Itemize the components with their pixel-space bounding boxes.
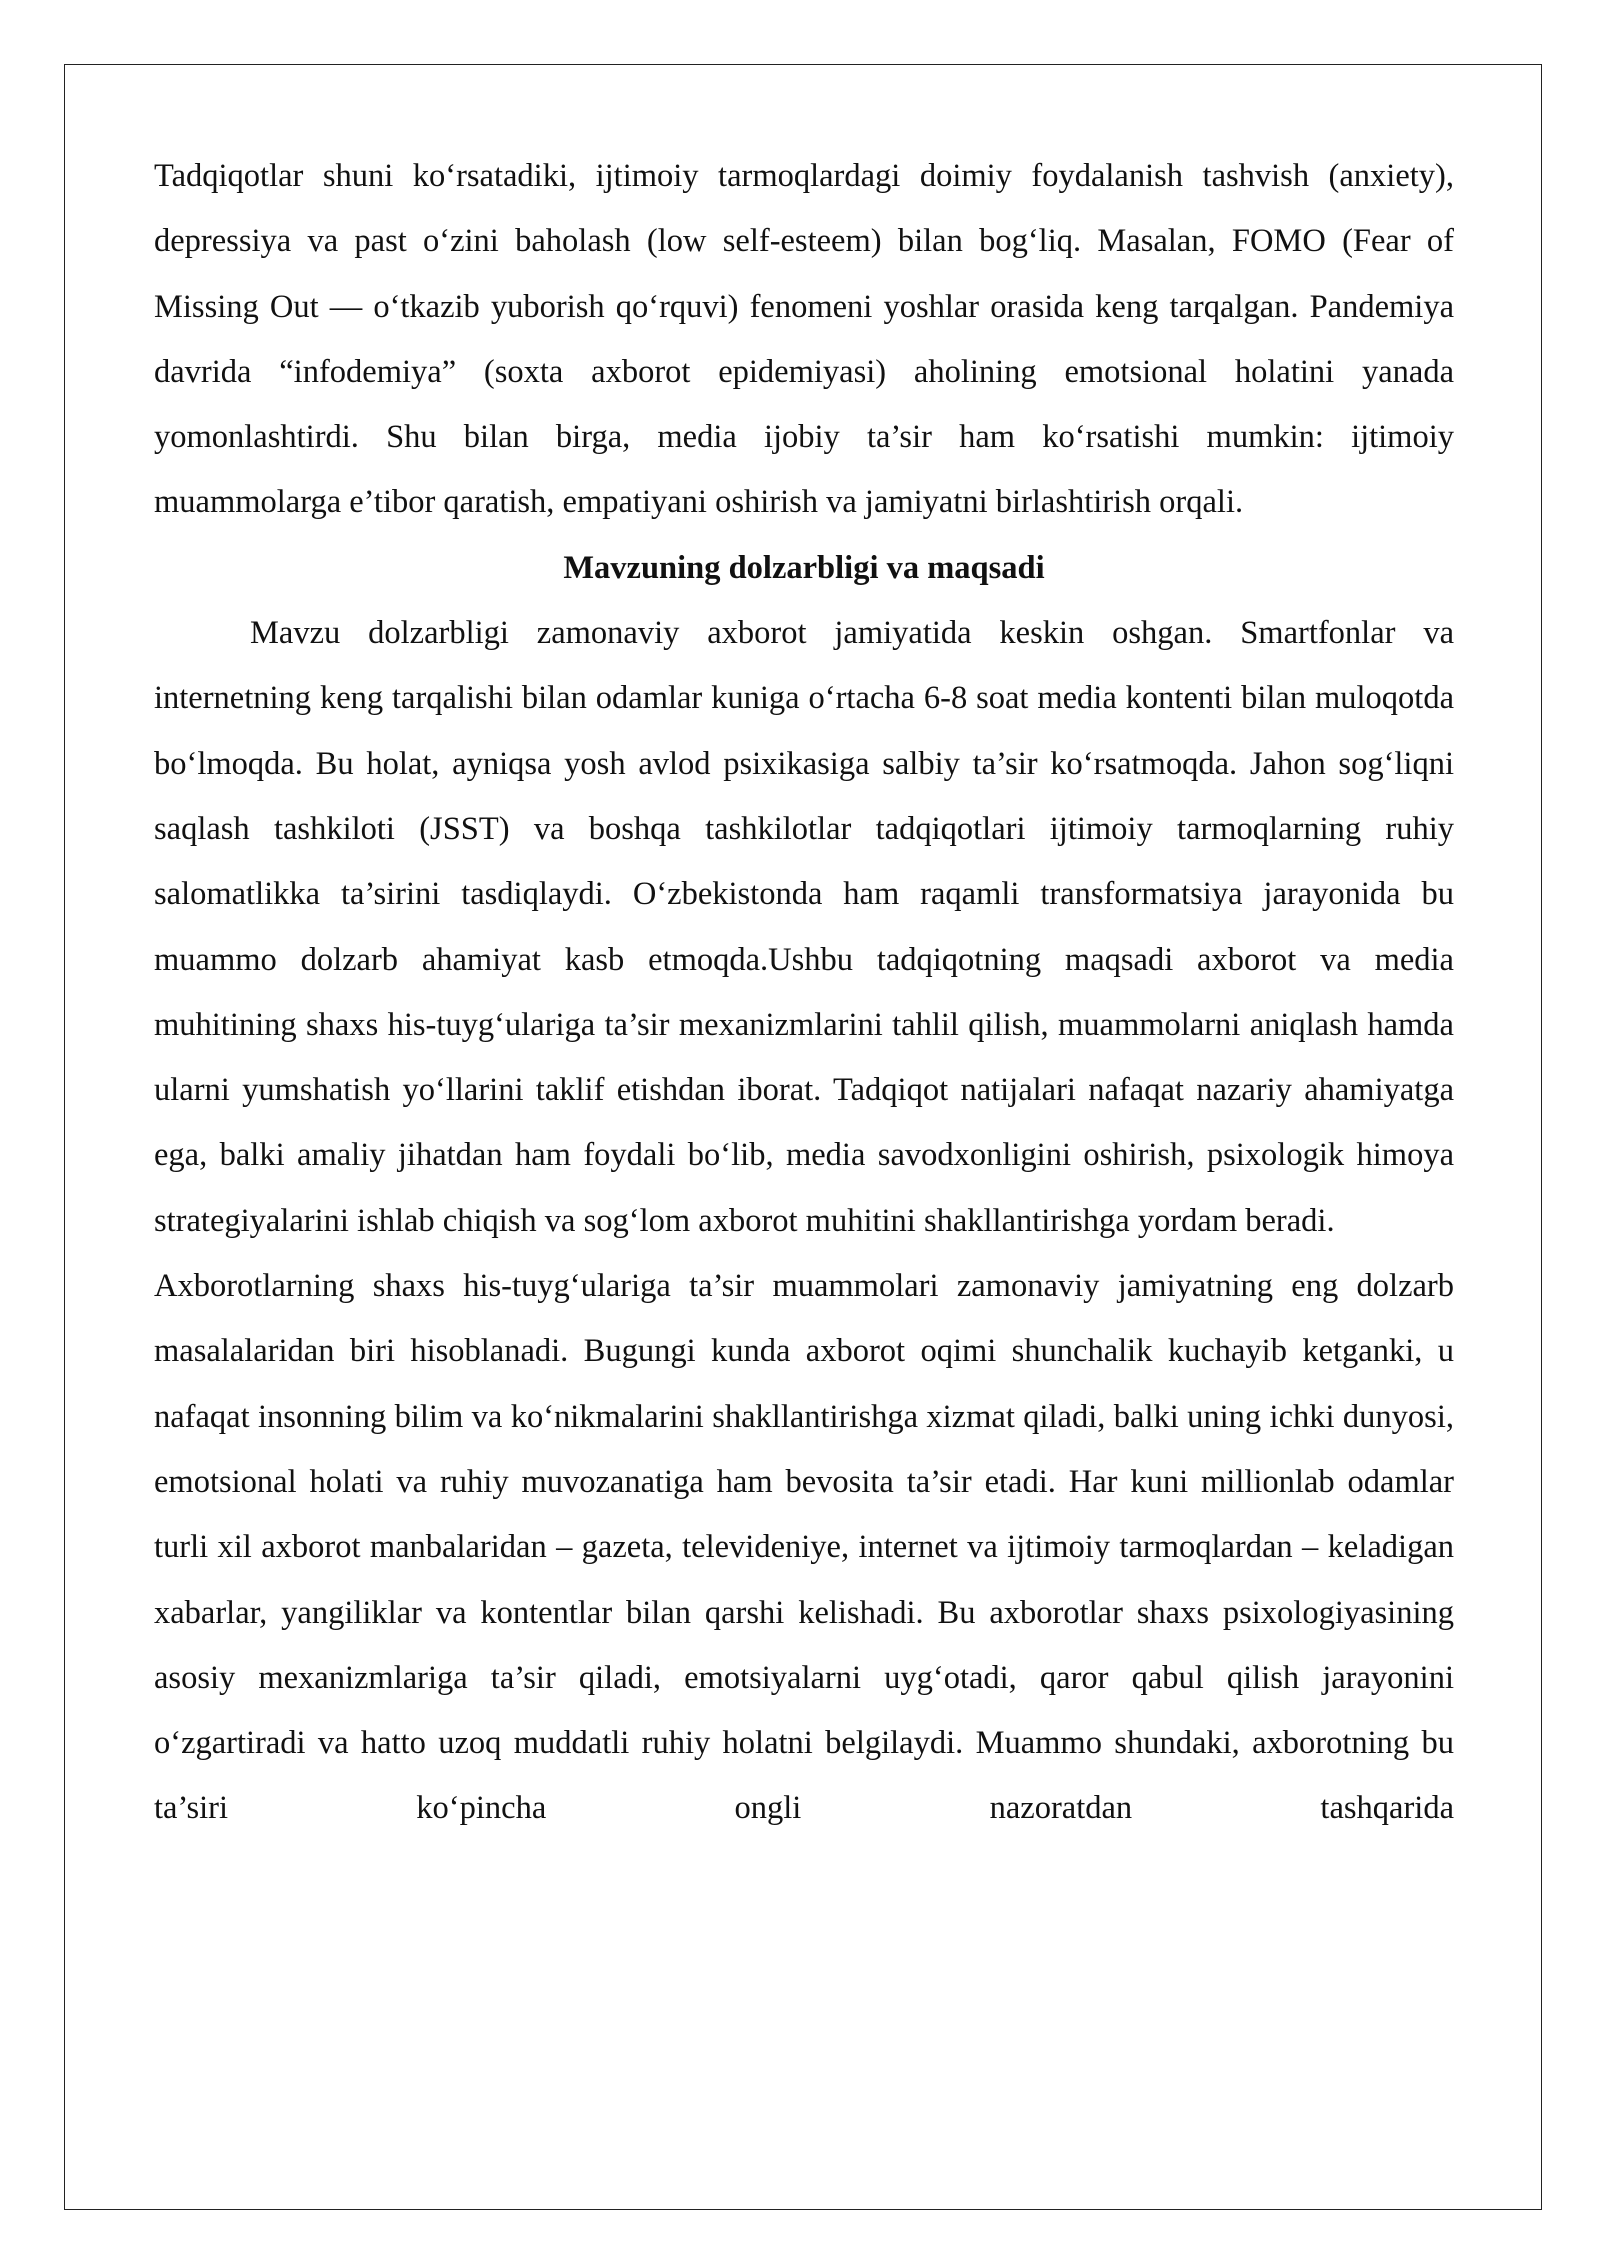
paragraph: Tadqiqotlar shuni ko‘rsatadiki, ijtimoiy tarmoqlardagi doimiy foydalanish tashvish (anxiety), depressiya va past o‘zini baholash (low self-esteem) bilan bog‘liq. Masalan, FOMO (Fear of Missing Out — o‘tkazib yuborish qo‘rquvi) fenomeni yoshlar orasida keng tarqalgan. Pandemiya davrida “infodemiya” (soxta axborot epidemiyasi) aholining emotsional holatini yanada yomonlashtirdi. Shu bilan birga, media ijobiy ta’sir ham ko‘rsatishi mumkin: ijtimoiy muammolarga e’tibor qaratish, empatiyani oshirish va jamiyatni birlashtirish orqali.	[154, 158, 1454, 521]
paragraph: Axborotlarning shaxs his-tuyg‘ulariga ta’sir muammolari zamonaviy jamiyatning eng dolzarb masalalaridan biri hisoblanadi. Bugungi kunda axborot oqimi shunchalik kuchayib ketganki, u nafaqat insonning bilim va ko‘nikmalarini shakllantirishga xizmat qiladi, balki uning ichki dunyosi, emotsional holati va ruhiy muvozanatiga ham bevosita ta’sir etadi. Har kuni millionlab odamlar turli xil axborot manbalaridan – gazeta, televideniye, internet va ijtimoiy tarmoqlardan – keladigan xabarlar, yangiliklar va kontentlar bilan qarshi kelishadi. Bu axborotlar shaxs psixologiyasining asosiy mexanizmlariga ta’sir qiladi, emotsiyalarni uyg‘otadi, qaror qabul qilish jarayonini o‘zgartiradi va hatto uzoq muddatli ruhiy holatni belgilaydi. Muammo shundaki, axborotning bu ta’siri ko‘pincha ongli nazoratdan tashqarida	[154, 1268, 1454, 1827]
paragraph: Mavzu dolzarbligi zamonaviy axborot jamiyatida keskin oshgan. Smartfonlar va internetning keng tarqalishi bilan odamlar kuniga o‘rtacha 6-8 soat media kontenti bilan muloqotda bo‘lmoqda. Bu holat, ayniqsa yosh avlod psixikasiga salbiy ta’sir ko‘rsatmoqda. Jahon sog‘liqni saqlash tashkiloti (JSST) va boshqa tashkilotlar tadqiqotlari ijtimoiy tarmoqlarning ruhiy salomatlikka ta’sirini tasdiqlaydi. O‘zbekistonda ham raqamli transformatsiya jarayonida bu muammo dolzarb ahamiyat kasb etmoqda.Ushbu tadqiqotning maqsadi axborot va media muhitining shaxs his-tuyg‘ulariga ta’sir mexanizmlarini tahlil qilish, muammolarni aniqlash hamda ularni yumshatish yo‘llarini taklif etishdan iborat. Tadqiqot natijalari nafaqat nazariy ahamiyatga ega, balki amaliy jihatdan ham foydali bo‘lib, media savodxonligini oshirish, psixologik himoya strategiyalarini ishlab chiqish va sog‘lom axborot muhitini shakllantirishga yordam beradi.	[154, 615, 1454, 1239]
document-body	[154, 144, 1454, 1842]
section-heading: Mavzuning dolzarbligi va maqsadi	[563, 549, 1045, 586]
